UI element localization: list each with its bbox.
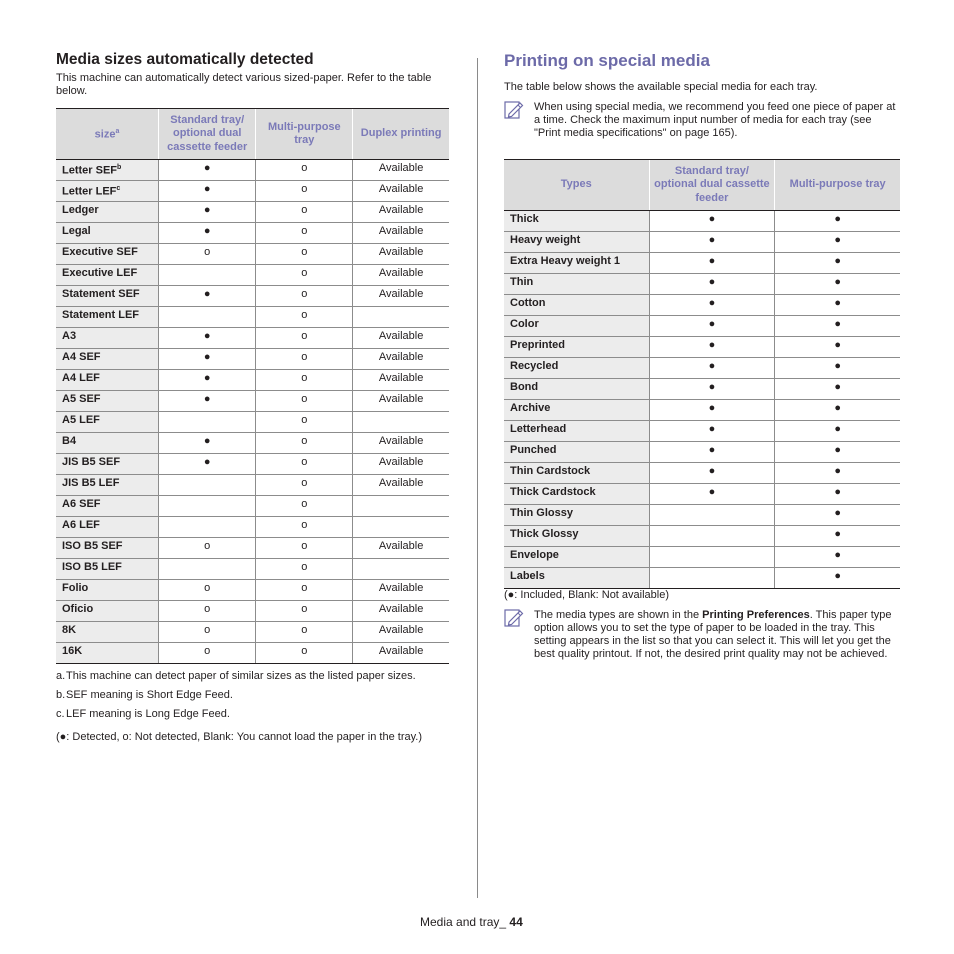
multi-purpose-cell: o	[256, 496, 353, 517]
media-type-label: Preprinted	[504, 337, 649, 358]
table-row	[56, 517, 449, 538]
standard-tray-cell	[159, 517, 256, 538]
standard-tray-cell: ●	[159, 328, 256, 349]
standard-tray-cell: ●	[159, 202, 256, 223]
standard-tray-cell: o	[159, 244, 256, 265]
multi-purpose-cell: ●	[775, 295, 900, 316]
media-type-label: Bond	[504, 379, 649, 400]
table-row	[56, 454, 449, 475]
footer-text: Media and tray_	[420, 915, 510, 929]
special-media-intro: The table below shows the available special media for each tray.	[504, 81, 818, 93]
table-row	[56, 643, 449, 664]
table-row	[56, 538, 449, 559]
standard-tray-cell: ●	[649, 253, 775, 274]
duplex-cell: Available	[353, 454, 449, 475]
multi-purpose-cell: ●	[775, 484, 900, 505]
multi-purpose-cell: ●	[775, 274, 900, 295]
multi-purpose-cell: ●	[775, 379, 900, 400]
media-type-label: Thick	[504, 211, 649, 232]
table-row	[504, 379, 900, 400]
standard-tray-cell: ●	[159, 181, 256, 202]
multi-purpose-cell: o	[256, 580, 353, 601]
table-row	[56, 391, 449, 412]
duplex-cell: Available	[353, 643, 449, 664]
media-type-label: Thick Cardstock	[504, 484, 649, 505]
size-label: ISO B5 LEF	[56, 559, 159, 580]
footnotes	[56, 670, 449, 744]
media-type-label: Extra Heavy weight 1	[504, 253, 649, 274]
section-title-media-sizes: Media sizes automatically detected	[56, 51, 314, 68]
media-type-label: Letterhead	[504, 421, 649, 442]
right-column	[504, 50, 900, 660]
table-row	[56, 328, 449, 349]
duplex-cell: Available	[353, 433, 449, 454]
multi-purpose-cell: ●	[775, 442, 900, 463]
duplex-cell	[353, 559, 449, 580]
header-duplex-printing: Duplex printing	[353, 109, 449, 160]
multi-purpose-cell: ●	[775, 337, 900, 358]
standard-tray-cell: ●	[649, 358, 775, 379]
size-label: Legal	[56, 223, 159, 244]
multi-purpose-cell: o	[256, 160, 353, 181]
table-row	[56, 286, 449, 307]
size-label: A4 LEF	[56, 370, 159, 391]
table-row	[504, 526, 900, 547]
size-label: A6 LEF	[56, 517, 159, 538]
table-row	[504, 484, 900, 505]
size-label: Oficio	[56, 601, 159, 622]
table-row	[56, 307, 449, 328]
duplex-cell: Available	[353, 538, 449, 559]
standard-tray-cell: ●	[159, 391, 256, 412]
table-row	[56, 433, 449, 454]
media-type-label: Thin Cardstock	[504, 463, 649, 484]
size-label: Executive SEF	[56, 244, 159, 265]
duplex-cell: Available	[353, 475, 449, 496]
standard-tray-cell: ●	[159, 160, 256, 181]
multi-purpose-cell: o	[256, 391, 353, 412]
table-row	[504, 295, 900, 316]
table-row	[56, 244, 449, 265]
table-row	[56, 496, 449, 517]
table-row	[56, 601, 449, 622]
multi-purpose-cell: o	[256, 538, 353, 559]
duplex-cell	[353, 412, 449, 433]
standard-tray-cell: ●	[159, 223, 256, 244]
table-row	[56, 412, 449, 433]
multi-purpose-cell: o	[256, 328, 353, 349]
size-label: A6 SEF	[56, 496, 159, 517]
table-row	[56, 580, 449, 601]
table-row	[504, 274, 900, 295]
size-label: Folio	[56, 580, 159, 601]
multi-purpose-cell: ●	[775, 232, 900, 253]
standard-tray-cell: o	[159, 622, 256, 643]
duplex-cell: Available	[353, 349, 449, 370]
table-row	[504, 442, 900, 463]
standard-tray-cell: o	[159, 580, 256, 601]
header-types: Types	[504, 160, 649, 211]
table-row	[56, 622, 449, 643]
multi-purpose-cell: o	[256, 202, 353, 223]
media-type-label: Labels	[504, 568, 649, 589]
size-label: Executive LEF	[56, 265, 159, 286]
multi-purpose-cell: o	[256, 265, 353, 286]
standard-tray-cell: ●	[649, 211, 775, 232]
media-type-label: Punched	[504, 442, 649, 463]
multi-purpose-cell: o	[256, 412, 353, 433]
note-pencil-icon	[504, 101, 524, 119]
size-label: Letter LEF$^c$	[56, 181, 159, 202]
table-row	[56, 160, 449, 181]
size-label: Letter SEF$^b$	[56, 160, 159, 181]
size-label: ISO B5 SEF	[56, 538, 159, 559]
table-row	[56, 265, 449, 286]
media-type-label: Cotton	[504, 295, 649, 316]
page-number: 44	[509, 915, 523, 929]
duplex-cell: Available	[353, 601, 449, 622]
table-row	[504, 505, 900, 526]
table-row	[56, 370, 449, 391]
multi-purpose-cell: ●	[775, 547, 900, 568]
duplex-cell: Available	[353, 286, 449, 307]
standard-tray-cell	[159, 307, 256, 328]
note-text: The media types are shown in the Printing Preferences. This paper type option allows you to set the type of paper to be loaded in the tray. This setting appears in the list so that you can select it. This will let you get the best quality printout. If not, the desired print quality may not be achieved.	[534, 609, 892, 660]
footnote: a. This machine can detect paper of similar sizes as the listed paper sizes.	[56, 670, 416, 682]
multi-purpose-cell: o	[256, 559, 353, 580]
standard-tray-cell: ●	[649, 379, 775, 400]
standard-tray-cell: ●	[649, 400, 775, 421]
standard-tray-cell	[159, 475, 256, 496]
multi-purpose-cell: o	[256, 643, 353, 664]
multi-purpose-cell: o	[256, 517, 353, 538]
multi-purpose-cell: ●	[775, 316, 900, 337]
duplex-cell: Available	[353, 370, 449, 391]
special-media-table	[504, 159, 900, 589]
size-label: 16K	[56, 643, 159, 664]
size-label: Ledger	[56, 202, 159, 223]
column-divider	[477, 58, 478, 898]
media-type-label: Heavy weight	[504, 232, 649, 253]
table-row	[56, 559, 449, 580]
header-multi-purpose-tray: Multi-purpose tray	[775, 160, 900, 211]
size-label: B4	[56, 433, 159, 454]
size-label: A3	[56, 328, 159, 349]
multi-purpose-cell: ●	[775, 358, 900, 379]
duplex-cell: Available	[353, 328, 449, 349]
size-label: JIS B5 SEF	[56, 454, 159, 475]
table-row	[504, 463, 900, 484]
size-label: 8K	[56, 622, 159, 643]
multi-purpose-cell: o	[256, 601, 353, 622]
duplex-cell	[353, 307, 449, 328]
duplex-cell: Available	[353, 223, 449, 244]
duplex-cell: Available	[353, 580, 449, 601]
special-media-legend: (●: Included, Blank: Not available)	[504, 589, 670, 601]
multi-purpose-cell: o	[256, 349, 353, 370]
media-type-label: Thin	[504, 274, 649, 295]
media-sizes-table	[56, 108, 449, 664]
header-standard-tray: Standard tray/ optional dual cassette feeder	[159, 109, 256, 160]
media-type-label: Color	[504, 316, 649, 337]
multi-purpose-cell: ●	[775, 505, 900, 526]
duplex-cell: Available	[353, 622, 449, 643]
multi-purpose-cell: o	[256, 244, 353, 265]
header-size: size$^a$	[56, 109, 159, 160]
note-pencil-icon	[504, 609, 524, 627]
multi-purpose-cell: o	[256, 370, 353, 391]
media-type-label: Recycled	[504, 358, 649, 379]
standard-tray-cell: ●	[649, 442, 775, 463]
header-multi-purpose-tray: Multi-purpose tray	[256, 109, 353, 160]
standard-tray-cell: o	[159, 643, 256, 664]
page-footer	[420, 915, 523, 929]
standard-tray-cell: ●	[649, 295, 775, 316]
note-feed-one-sheet	[504, 101, 900, 140]
standard-tray-cell: ●	[159, 454, 256, 475]
table-row	[504, 547, 900, 568]
size-label: A5 SEF	[56, 391, 159, 412]
multi-purpose-cell: o	[256, 433, 353, 454]
table-row	[56, 202, 449, 223]
standard-tray-cell	[159, 265, 256, 286]
table-row	[56, 223, 449, 244]
standard-tray-cell: ●	[159, 286, 256, 307]
table-row	[504, 421, 900, 442]
size-label: A5 LEF	[56, 412, 159, 433]
table-row	[56, 475, 449, 496]
duplex-cell	[353, 496, 449, 517]
duplex-cell: Available	[353, 202, 449, 223]
duplex-cell: Available	[353, 181, 449, 202]
multi-purpose-cell: ●	[775, 568, 900, 589]
table-row	[504, 232, 900, 253]
media-type-label: Envelope	[504, 547, 649, 568]
standard-tray-cell	[649, 568, 775, 589]
size-label: Statement SEF	[56, 286, 159, 307]
media-type-label: Thin Glossy	[504, 505, 649, 526]
standard-tray-cell	[159, 412, 256, 433]
multi-purpose-cell: o	[256, 223, 353, 244]
media-sizes-legend: (●: Detected, o: Not detected, Blank: You cannot load the paper in the tray.)	[56, 731, 423, 743]
standard-tray-cell: ●	[159, 433, 256, 454]
duplex-cell: Available	[353, 391, 449, 412]
multi-purpose-cell: ●	[775, 253, 900, 274]
table-row	[504, 337, 900, 358]
media-type-label: Thick Glossy	[504, 526, 649, 547]
footnote: b. SEF meaning is Short Edge Feed.	[56, 689, 233, 701]
size-label: Statement LEF	[56, 307, 159, 328]
standard-tray-cell: ●	[649, 463, 775, 484]
multi-purpose-cell: ●	[775, 463, 900, 484]
standard-tray-cell: o	[159, 601, 256, 622]
duplex-cell	[353, 517, 449, 538]
media-sizes-intro: This machine can automatically detect various sized-paper. Refer to the table below.	[56, 72, 432, 97]
table-row	[504, 400, 900, 421]
multi-purpose-cell: o	[256, 475, 353, 496]
standard-tray-cell: ●	[649, 316, 775, 337]
standard-tray-cell	[159, 559, 256, 580]
table-row	[56, 181, 449, 202]
section-title-special-media: Printing on special media	[504, 51, 710, 70]
standard-tray-cell: ●	[159, 349, 256, 370]
table-row	[504, 211, 900, 232]
left-column	[56, 50, 449, 743]
table-row	[504, 568, 900, 589]
multi-purpose-cell: ●	[775, 211, 900, 232]
standard-tray-cell: ●	[649, 337, 775, 358]
table-row	[504, 253, 900, 274]
note-text: When using special media, we recommend you feed one piece of paper at a time. Check the maximum input number of media for each tray (see "Print media specifications" on page 165).	[534, 101, 896, 139]
multi-purpose-cell: o	[256, 286, 353, 307]
size-label: A4 SEF	[56, 349, 159, 370]
size-label: JIS B5 LEF	[56, 475, 159, 496]
multi-purpose-cell: ●	[775, 400, 900, 421]
standard-tray-cell: ●	[649, 232, 775, 253]
multi-purpose-cell: o	[256, 454, 353, 475]
header-standard-tray: Standard tray/ optional dual cassette feeder	[649, 160, 775, 211]
standard-tray-cell: ●	[649, 421, 775, 442]
standard-tray-cell: o	[159, 538, 256, 559]
standard-tray-cell: ●	[159, 370, 256, 391]
media-type-label: Archive	[504, 400, 649, 421]
multi-purpose-cell: ●	[775, 526, 900, 547]
multi-purpose-cell: o	[256, 307, 353, 328]
table-row	[504, 358, 900, 379]
standard-tray-cell	[649, 526, 775, 547]
duplex-cell: Available	[353, 160, 449, 181]
duplex-cell: Available	[353, 244, 449, 265]
standard-tray-cell	[159, 496, 256, 517]
standard-tray-cell	[649, 547, 775, 568]
multi-purpose-cell: o	[256, 622, 353, 643]
standard-tray-cell	[649, 505, 775, 526]
table-row	[56, 349, 449, 370]
standard-tray-cell: ●	[649, 484, 775, 505]
duplex-cell: Available	[353, 265, 449, 286]
multi-purpose-cell: o	[256, 181, 353, 202]
standard-tray-cell: ●	[649, 274, 775, 295]
footnote: c. LEF meaning is Long Edge Feed.	[56, 708, 230, 720]
note-printing-preferences	[504, 609, 900, 661]
multi-purpose-cell: ●	[775, 421, 900, 442]
table-row	[504, 316, 900, 337]
